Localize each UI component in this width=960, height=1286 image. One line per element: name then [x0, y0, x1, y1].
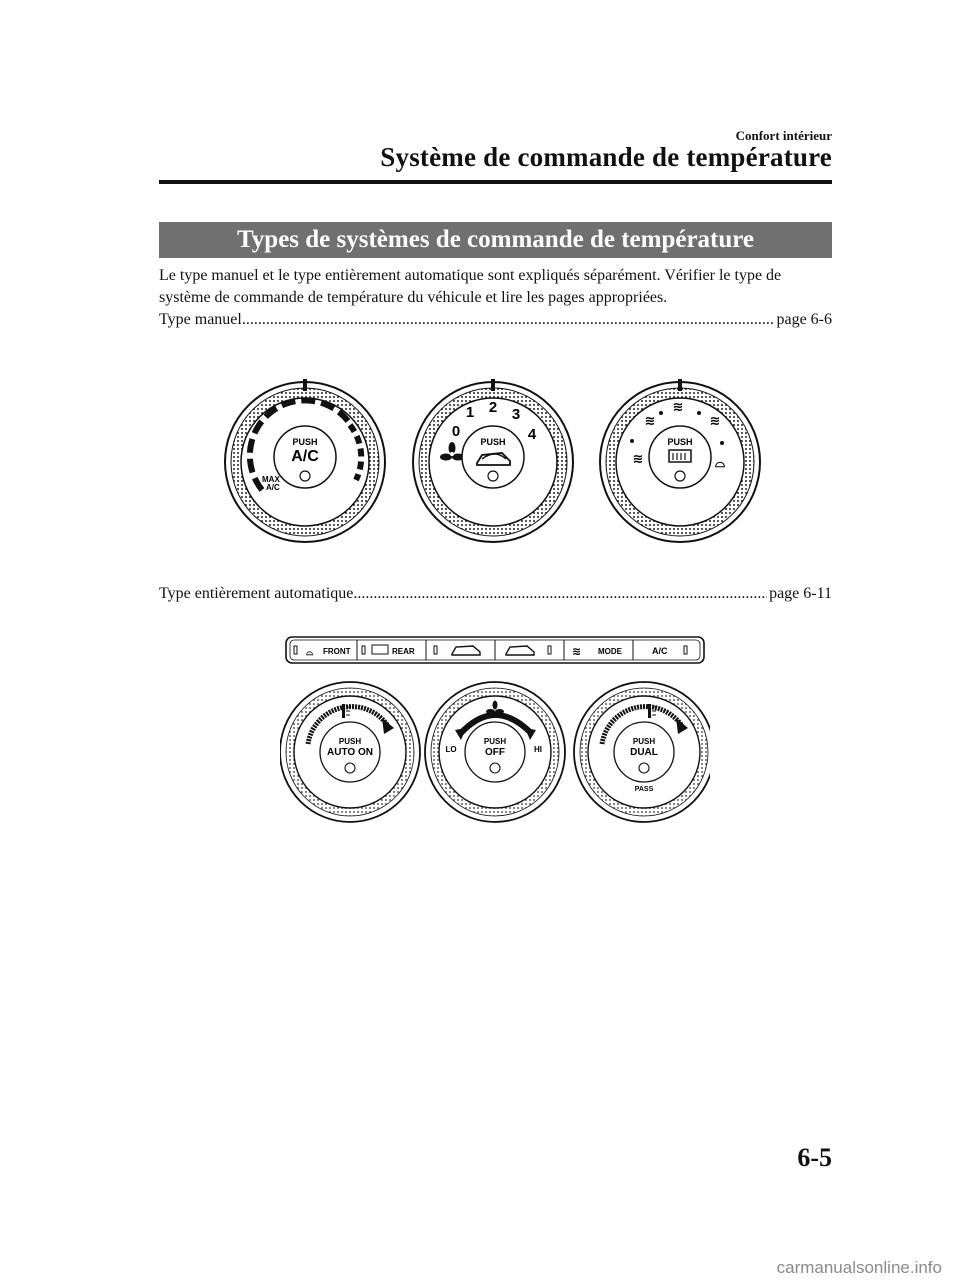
passenger-temperature-dial[interactable]: [574, 682, 710, 822]
floor-mode-icon: ≋: [632, 451, 644, 466]
indicator-light-icon: [300, 471, 310, 481]
auto-control-illustration: [280, 634, 710, 834]
section-banner: Types de systèmes de commande de température: [159, 222, 832, 258]
vent-mode-icon: ≋: [644, 413, 656, 428]
fan-speed-2: 2: [488, 399, 498, 416]
knob3-push-label: PUSH: [632, 737, 656, 746]
knob2-push-label: PUSH: [480, 437, 506, 447]
header-divider: [159, 180, 832, 184]
windshield-defrost-icon: ⌓: [714, 455, 726, 470]
auto-on-label: AUTO ON: [327, 747, 373, 758]
knob1-push-label: PUSH: [338, 737, 362, 746]
rear-button-label: REAR: [392, 647, 415, 656]
airflow-mode-icon: ≋: [572, 646, 582, 658]
page-number: 6-5: [797, 1143, 832, 1172]
knob1-maxac-label: A/C: [266, 483, 280, 492]
indicator-light-icon: [490, 763, 500, 773]
pass-label: PASS: [634, 786, 654, 793]
indicator-light-icon: [639, 763, 649, 773]
toc-auto-page: page 6-11: [769, 585, 832, 602]
fan-speed-4: 4: [527, 426, 537, 443]
toc-leader-dots: [353, 583, 767, 605]
ac-button-label: A/C: [652, 646, 668, 656]
front-defroster-icon: ⌓: [306, 647, 314, 657]
watermark: carmanualsonline.info: [776, 1258, 942, 1277]
knob1-max-label: MAX: [262, 475, 280, 484]
toc-leader-dots: [242, 309, 775, 331]
toc-auto[interactable]: [159, 583, 832, 605]
fan-speed-3: 3: [511, 406, 521, 423]
bilevel-mode-icon: ≋: [672, 399, 684, 414]
fan-lo-label: LO: [445, 745, 457, 754]
fan-control-dial[interactable]: [425, 682, 565, 822]
toc-manual-label: Type manuel: [159, 311, 242, 328]
knob2-push-label: PUSH: [483, 737, 507, 746]
mode-button-label: MODE: [598, 647, 622, 656]
knob3-push-label: PUSH: [667, 437, 693, 447]
off-label: OFF: [485, 747, 505, 758]
driver-temperature-dial[interactable]: [280, 682, 420, 822]
fan-speed-0: 0: [451, 423, 461, 440]
indicator-light-icon: [488, 471, 498, 481]
fan-speed-1: 1: [465, 404, 475, 421]
section-label: Confort intérieur: [735, 128, 832, 143]
front-button-label: FRONT: [323, 647, 351, 656]
intro-paragraph: Le type manuel et le type entièrement automatique sont expliqués séparément. Vérifier le type de système de commande de température du véhicule et lire les pages appropriées.: [159, 267, 782, 306]
toc-manual[interactable]: [159, 309, 832, 331]
temperature-dial[interactable]: [225, 379, 385, 542]
toc-manual-page: page 6-6: [776, 311, 832, 328]
knob1-ac-label: A/C: [291, 448, 319, 465]
knob1-push-label: PUSH: [292, 437, 318, 447]
fan-speed-dial[interactable]: [413, 379, 573, 542]
toc-auto-label: Type entièrement automatique: [159, 585, 354, 602]
dual-label: DUAL: [630, 747, 658, 758]
indicator-light-icon: [675, 471, 685, 481]
page-title: Système de commande de température: [380, 142, 832, 172]
airflow-mode-dial[interactable]: [600, 379, 760, 542]
indicator-light-icon: [345, 763, 355, 773]
manual-control-illustration: [220, 375, 770, 560]
fan-hi-label: HI: [534, 745, 542, 754]
floor-defrost-mode-icon: ≋: [709, 413, 721, 428]
